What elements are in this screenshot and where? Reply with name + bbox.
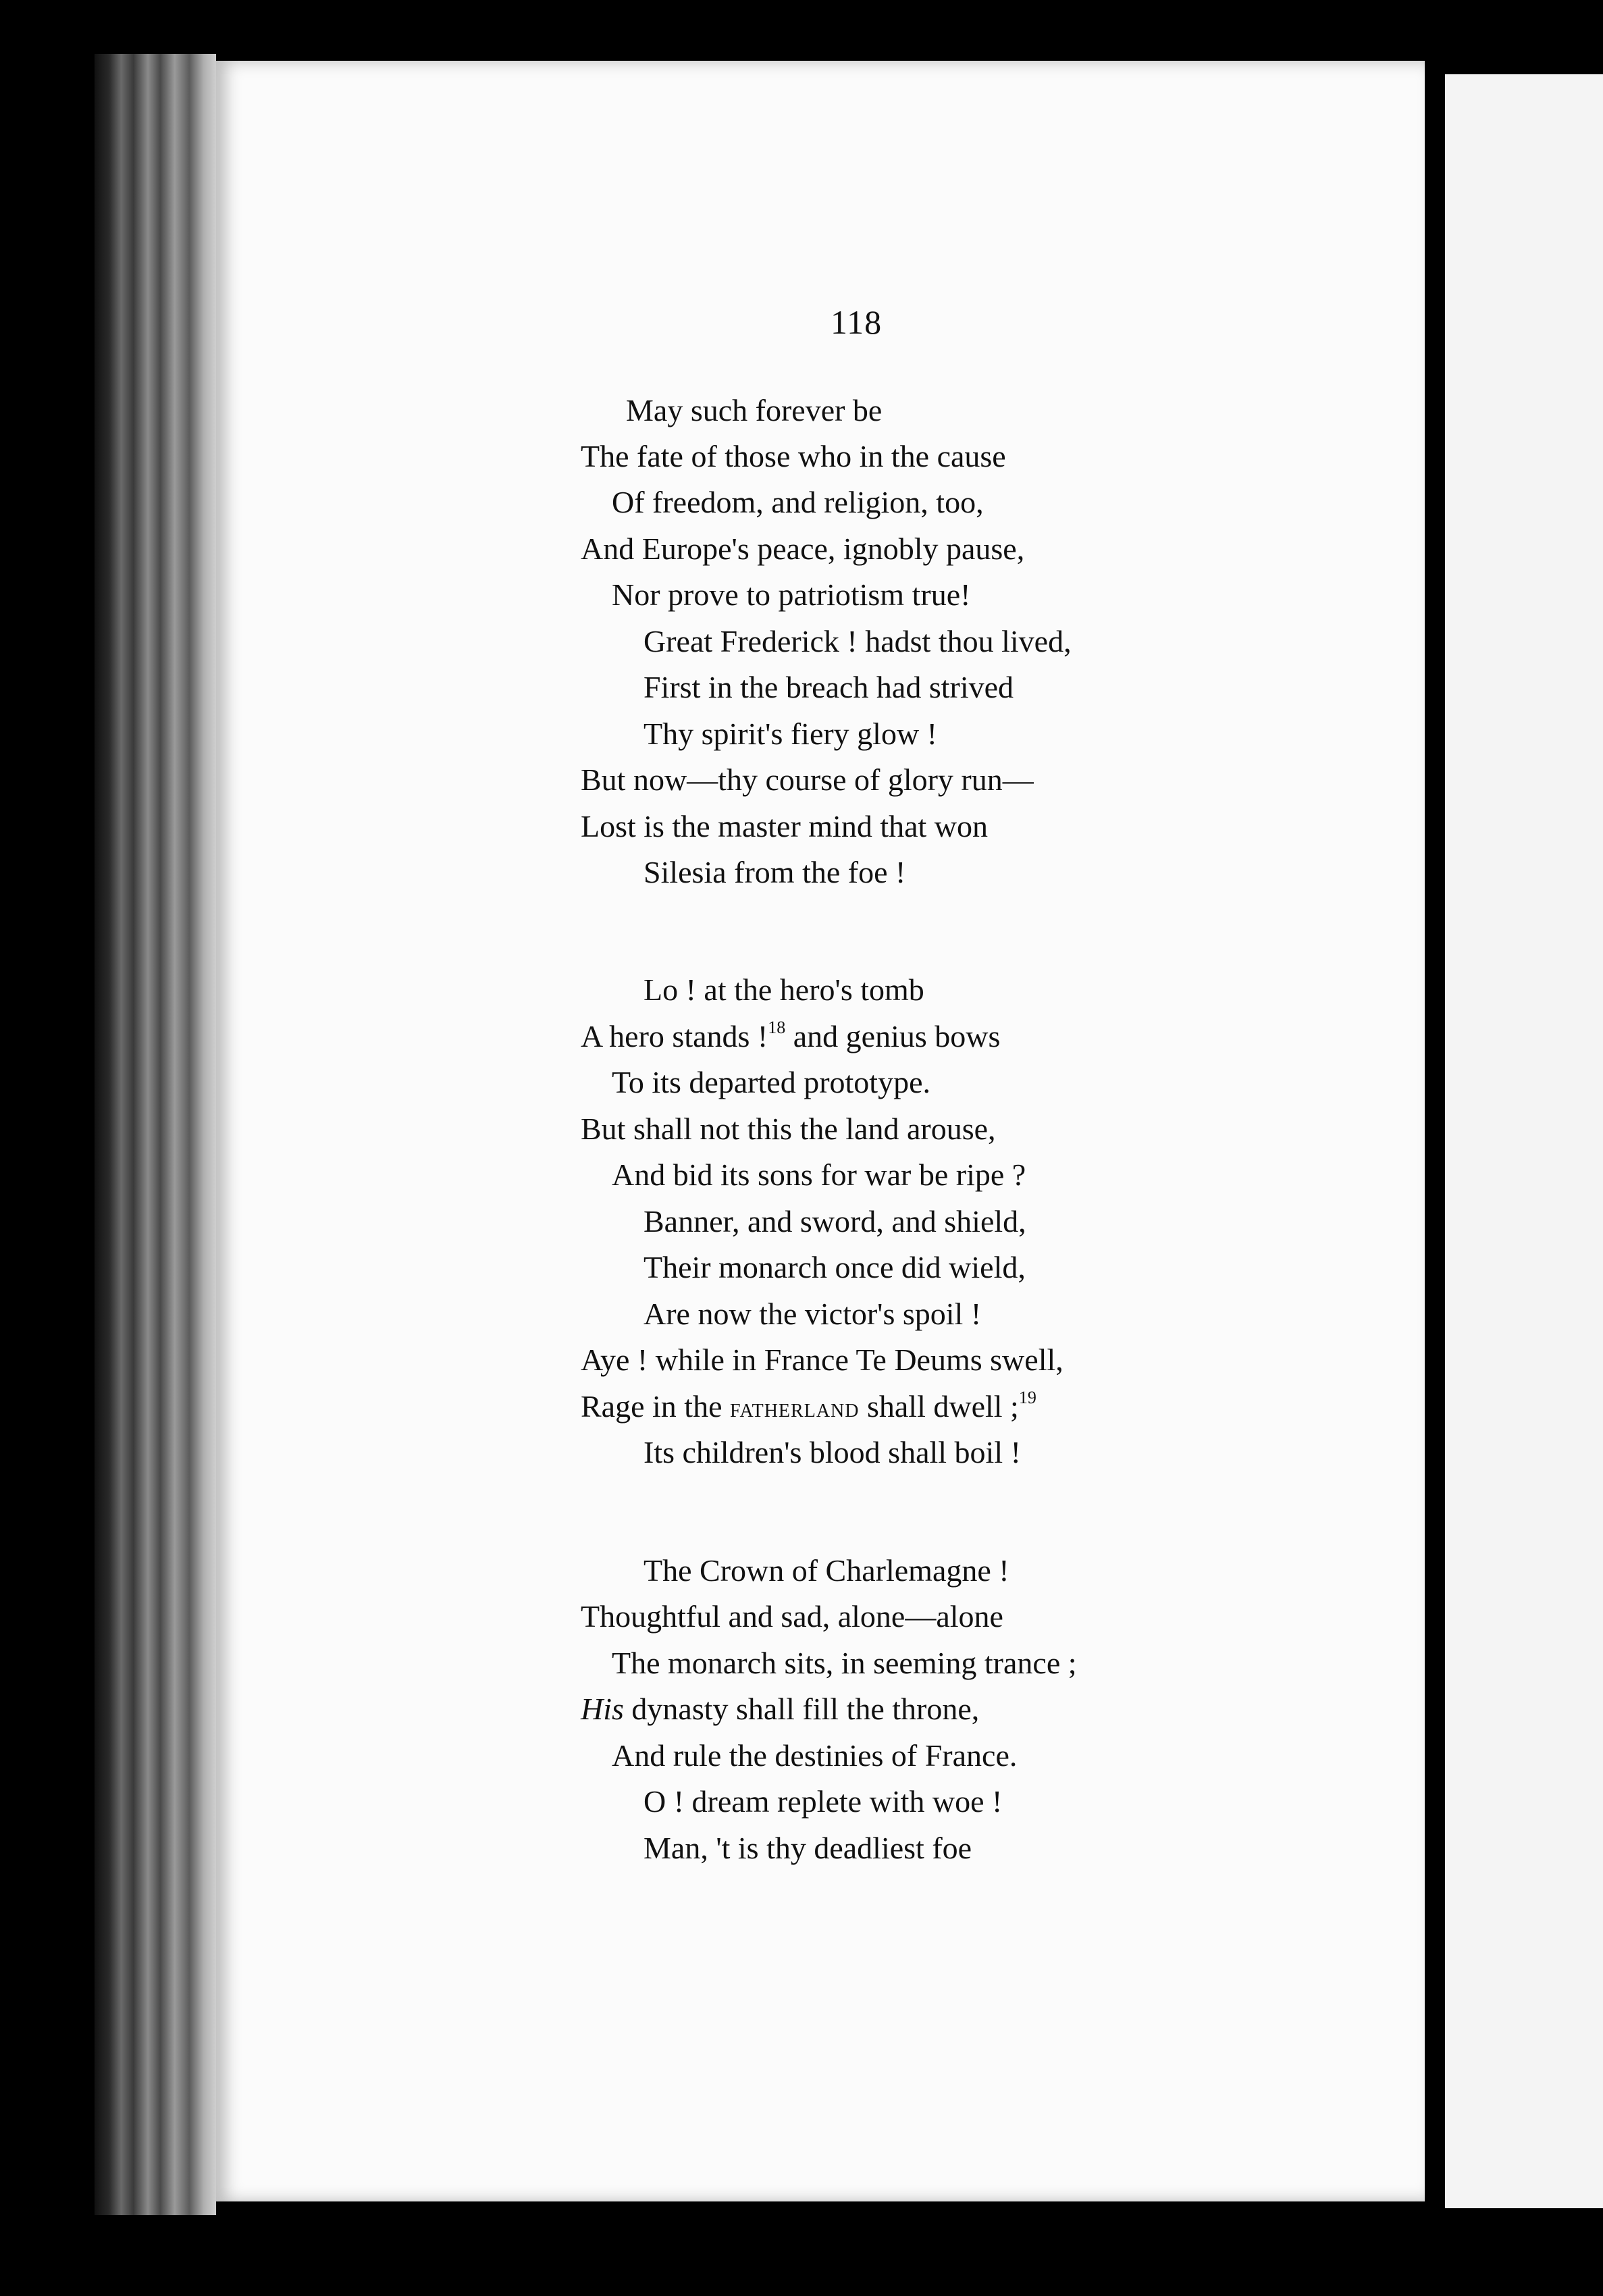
poem-line: But now—thy course of glory run—: [581, 762, 1034, 797]
poem-line: Banner, and sword, and shield,: [643, 1204, 1026, 1238]
poem-line: Are now the victor's spoil !: [643, 1297, 982, 1331]
poem-line: But shall not this the land arouse,: [581, 1112, 996, 1146]
poem-line: Of freedom, and religion, too,: [612, 485, 984, 519]
poem-line-text: shall dwell ;: [866, 1389, 1019, 1424]
poem-line: [581, 1018, 1001, 1053]
poem-line: Lost is the master mind that won: [581, 809, 989, 843]
poem-line: And Europe's peace, ignobly pause,: [581, 531, 1025, 566]
poem-line: And rule the destinies of France.: [612, 1738, 1018, 1773]
poem-line: First in the breach had strived: [643, 670, 1014, 704]
footnote-marker: 18: [768, 1018, 786, 1037]
poem-line: Thoughtful and sad, alone—alone: [581, 1599, 1003, 1634]
poem-line: Their monarch once did wield,: [643, 1250, 1026, 1284]
poem-line: Aye ! while in France Te Deums swell,: [581, 1342, 1063, 1377]
footnote-marker: 19: [1018, 1388, 1036, 1407]
italic-word: His: [581, 1692, 624, 1726]
poem-line: Silesia from the foe !: [643, 855, 906, 889]
poem-line: To its departed prototype.: [612, 1065, 930, 1099]
poem-line-text: Rage in the: [581, 1389, 722, 1424]
poem-line: [581, 1694, 979, 1725]
page-gutter: [1425, 61, 1445, 2222]
poem-line: Man, 't is thy deadliest foe: [643, 1831, 972, 1865]
poem-line: The Crown of Charlemagne !: [643, 1553, 1009, 1588]
facing-page-edge: [1445, 74, 1603, 2208]
book-page-edges: [95, 54, 216, 2215]
poem-line: Its children's blood shall boil !: [643, 1435, 1021, 1469]
poem-line: O ! dream replete with woe !: [643, 1784, 1003, 1819]
small-caps-word: fatherland: [730, 1392, 860, 1423]
poem-line: The monarch sits, in seeming trance ;: [612, 1646, 1077, 1680]
poem-line-text: and genius bows: [793, 1019, 1001, 1053]
poem-line-text: A hero stands !: [581, 1019, 768, 1053]
poem-line: Thy spirit's fiery glow !: [643, 716, 938, 751]
poem-line: Lo ! at the hero's tomb: [643, 972, 924, 1007]
page-number: 118: [831, 303, 883, 341]
poem-line: May such forever be: [626, 393, 883, 427]
poem-line-text: dynasty shall fill the throne,: [631, 1692, 980, 1726]
poem-line: Nor prove to patriotism true!: [612, 577, 971, 612]
poem-line: [581, 1388, 1036, 1424]
poem-line: The fate of those who in the cause: [581, 439, 1006, 473]
poem-line: Great Frederick ! hadst thou lived,: [643, 624, 1072, 658]
poem-line: And bid its sons for war be ripe ?: [612, 1157, 1026, 1192]
